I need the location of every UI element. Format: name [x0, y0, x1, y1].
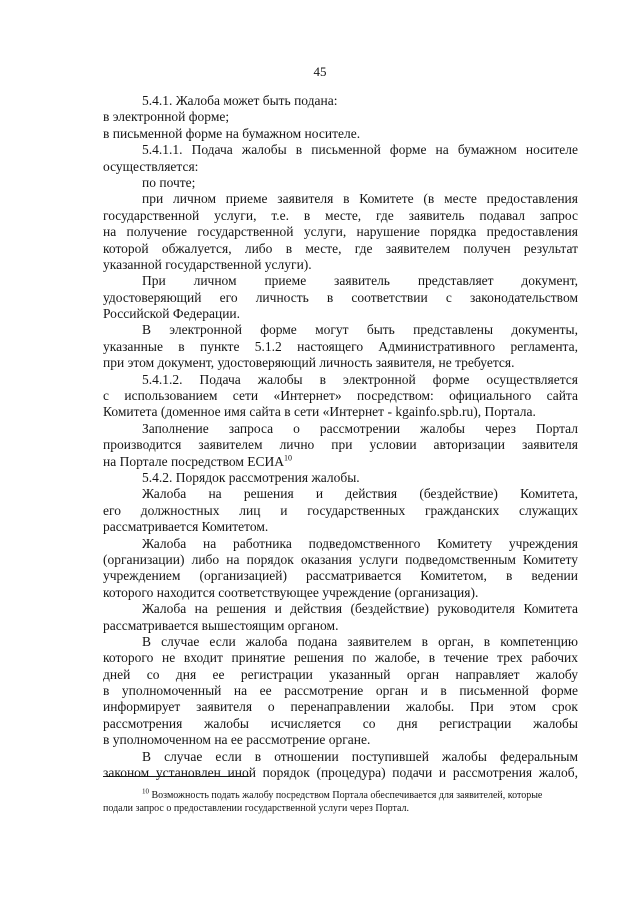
paragraph-line: его должностных лиц и государственных гражданских служащих — [103, 502, 578, 518]
paragraph-line: при личном приеме заявителя в Комитете (в месте предоставления — [142, 191, 578, 207]
paragraph-line: рассматривается Комитетом. — [103, 519, 269, 535]
paragraph-line-with-footnote — [103, 454, 578, 470]
paragraph-line: Российской Федерации. — [103, 306, 241, 322]
paragraph-line: указанной государственной услуги). — [103, 256, 312, 272]
paragraph-line: 5.4.2. Порядок рассмотрения жалобы. — [142, 469, 360, 485]
paragraph-line: 5.4.1. Жалоба может быть подана: — [142, 93, 338, 108]
paragraph-line: Жалоба на работника подведомственного Комитету учреждения — [142, 535, 578, 551]
footnote-reference: 10 — [284, 453, 293, 463]
paragraph-line: При личном приеме заявитель представляет документ, — [142, 273, 578, 289]
paragraph-line: в электронной форме; — [103, 109, 230, 125]
paragraph-line: В случае если в отношении поступившей жалобы федеральным — [142, 748, 578, 764]
page-number: 45 — [313, 64, 327, 79]
paragraph-line: 5.4.1.2. Подача жалобы в электронной форме осуществляется — [142, 371, 578, 387]
footnote-text: Возможность подать жалобу посредством Портала обеспечивается для заявителей, которые — [151, 790, 543, 801]
paragraph-line: при этом документ, удостоверяющий личность заявителя, не требуется. — [103, 355, 515, 371]
document-body — [103, 93, 578, 781]
paragraph-line: законом установлен иной порядок (процедура) подачи и рассмотрения жалоб, — [103, 765, 578, 781]
paragraph-line: информирует заявителя о перенаправлении жалобы. При этом срок — [103, 699, 578, 715]
paragraph-line: рассматривается вышестоящим органом. — [103, 617, 339, 633]
paragraph-line: указанные в пункте 5.1.2 настоящего Административного регламента, — [103, 338, 578, 354]
footnote — [103, 789, 578, 815]
footnote-marker: 10 — [142, 787, 149, 796]
paragraph-line: Комитета (доменное имя сайта в сети «Интернет - kgainfo.spb.ru), Портала. — [103, 404, 536, 420]
paragraph-line: производится заявителем лично при условии авторизации заявителя — [103, 437, 578, 453]
paragraph-line: на получение государственной услуги, нарушение порядка предоставления — [103, 224, 578, 240]
paragraph-line: с использованием сети «Интернет» посредством: официального сайта — [103, 388, 578, 404]
paragraph-line: дней со дня ее регистрации указанный орган направляет жалобу — [103, 666, 578, 682]
paragraph-line: которого находится соответствующее учреждение (организация). — [103, 584, 479, 600]
paragraph-line: Заполнение запроса о рассмотрении жалобы через Портал — [142, 420, 578, 436]
paragraph-line: В случае если жалоба подана заявителем в орган, в компетенцию — [142, 633, 578, 649]
paragraph-text: на Портале посредством ЕСИА — [103, 453, 285, 469]
paragraph-line: учреждением (организацией) рассматривается Комитетом, в ведении — [103, 568, 578, 584]
paragraph-line: Жалоба на решения и действия (бездействие) руководителя Комитета — [142, 601, 578, 617]
footnote-separator — [103, 776, 249, 777]
paragraph-line: по почте; — [142, 174, 196, 190]
paragraph-line: (организации) либо на порядок оказания услуги подведомственным Комитету — [103, 551, 578, 567]
paragraph-line: осуществляется: — [103, 158, 199, 174]
paragraph-line: удостоверяющий его личность в соответствии с законодательством — [103, 289, 578, 305]
footnote-line — [103, 789, 578, 802]
paragraph-line: В электронной форме могут быть представлены документы, — [142, 322, 578, 338]
paragraph-line: Жалоба на решения и действия (бездействие) Комитета, — [142, 486, 578, 502]
paragraph-line: которой обжалуется, либо в месте, где заявителем получен результат — [103, 240, 578, 256]
footnote-line: подали запрос о предоставлении государственной услуги через Портал. — [103, 803, 409, 814]
paragraph-line: в уполномоченном на ее рассмотрение органе. — [103, 732, 371, 748]
paragraph-line: которого не входит принятие решения по жалобе, в течение трех рабочих — [103, 650, 578, 666]
paragraph-line: 5.4.1.1. Подача жалобы в письменной форме на бумажном носителе — [142, 142, 578, 158]
paragraph-line: в письменной форме на бумажном носителе. — [103, 125, 361, 141]
paragraph-line: в уполномоченный на ее рассмотрение орган и в письменной форме — [103, 683, 578, 699]
paragraph-line: рассмотрения жалобы исчисляется со дня регистрации жалобы — [103, 715, 578, 731]
paragraph-line: государственной услуги, т.е. в месте, где заявитель подавал запрос — [103, 207, 578, 223]
